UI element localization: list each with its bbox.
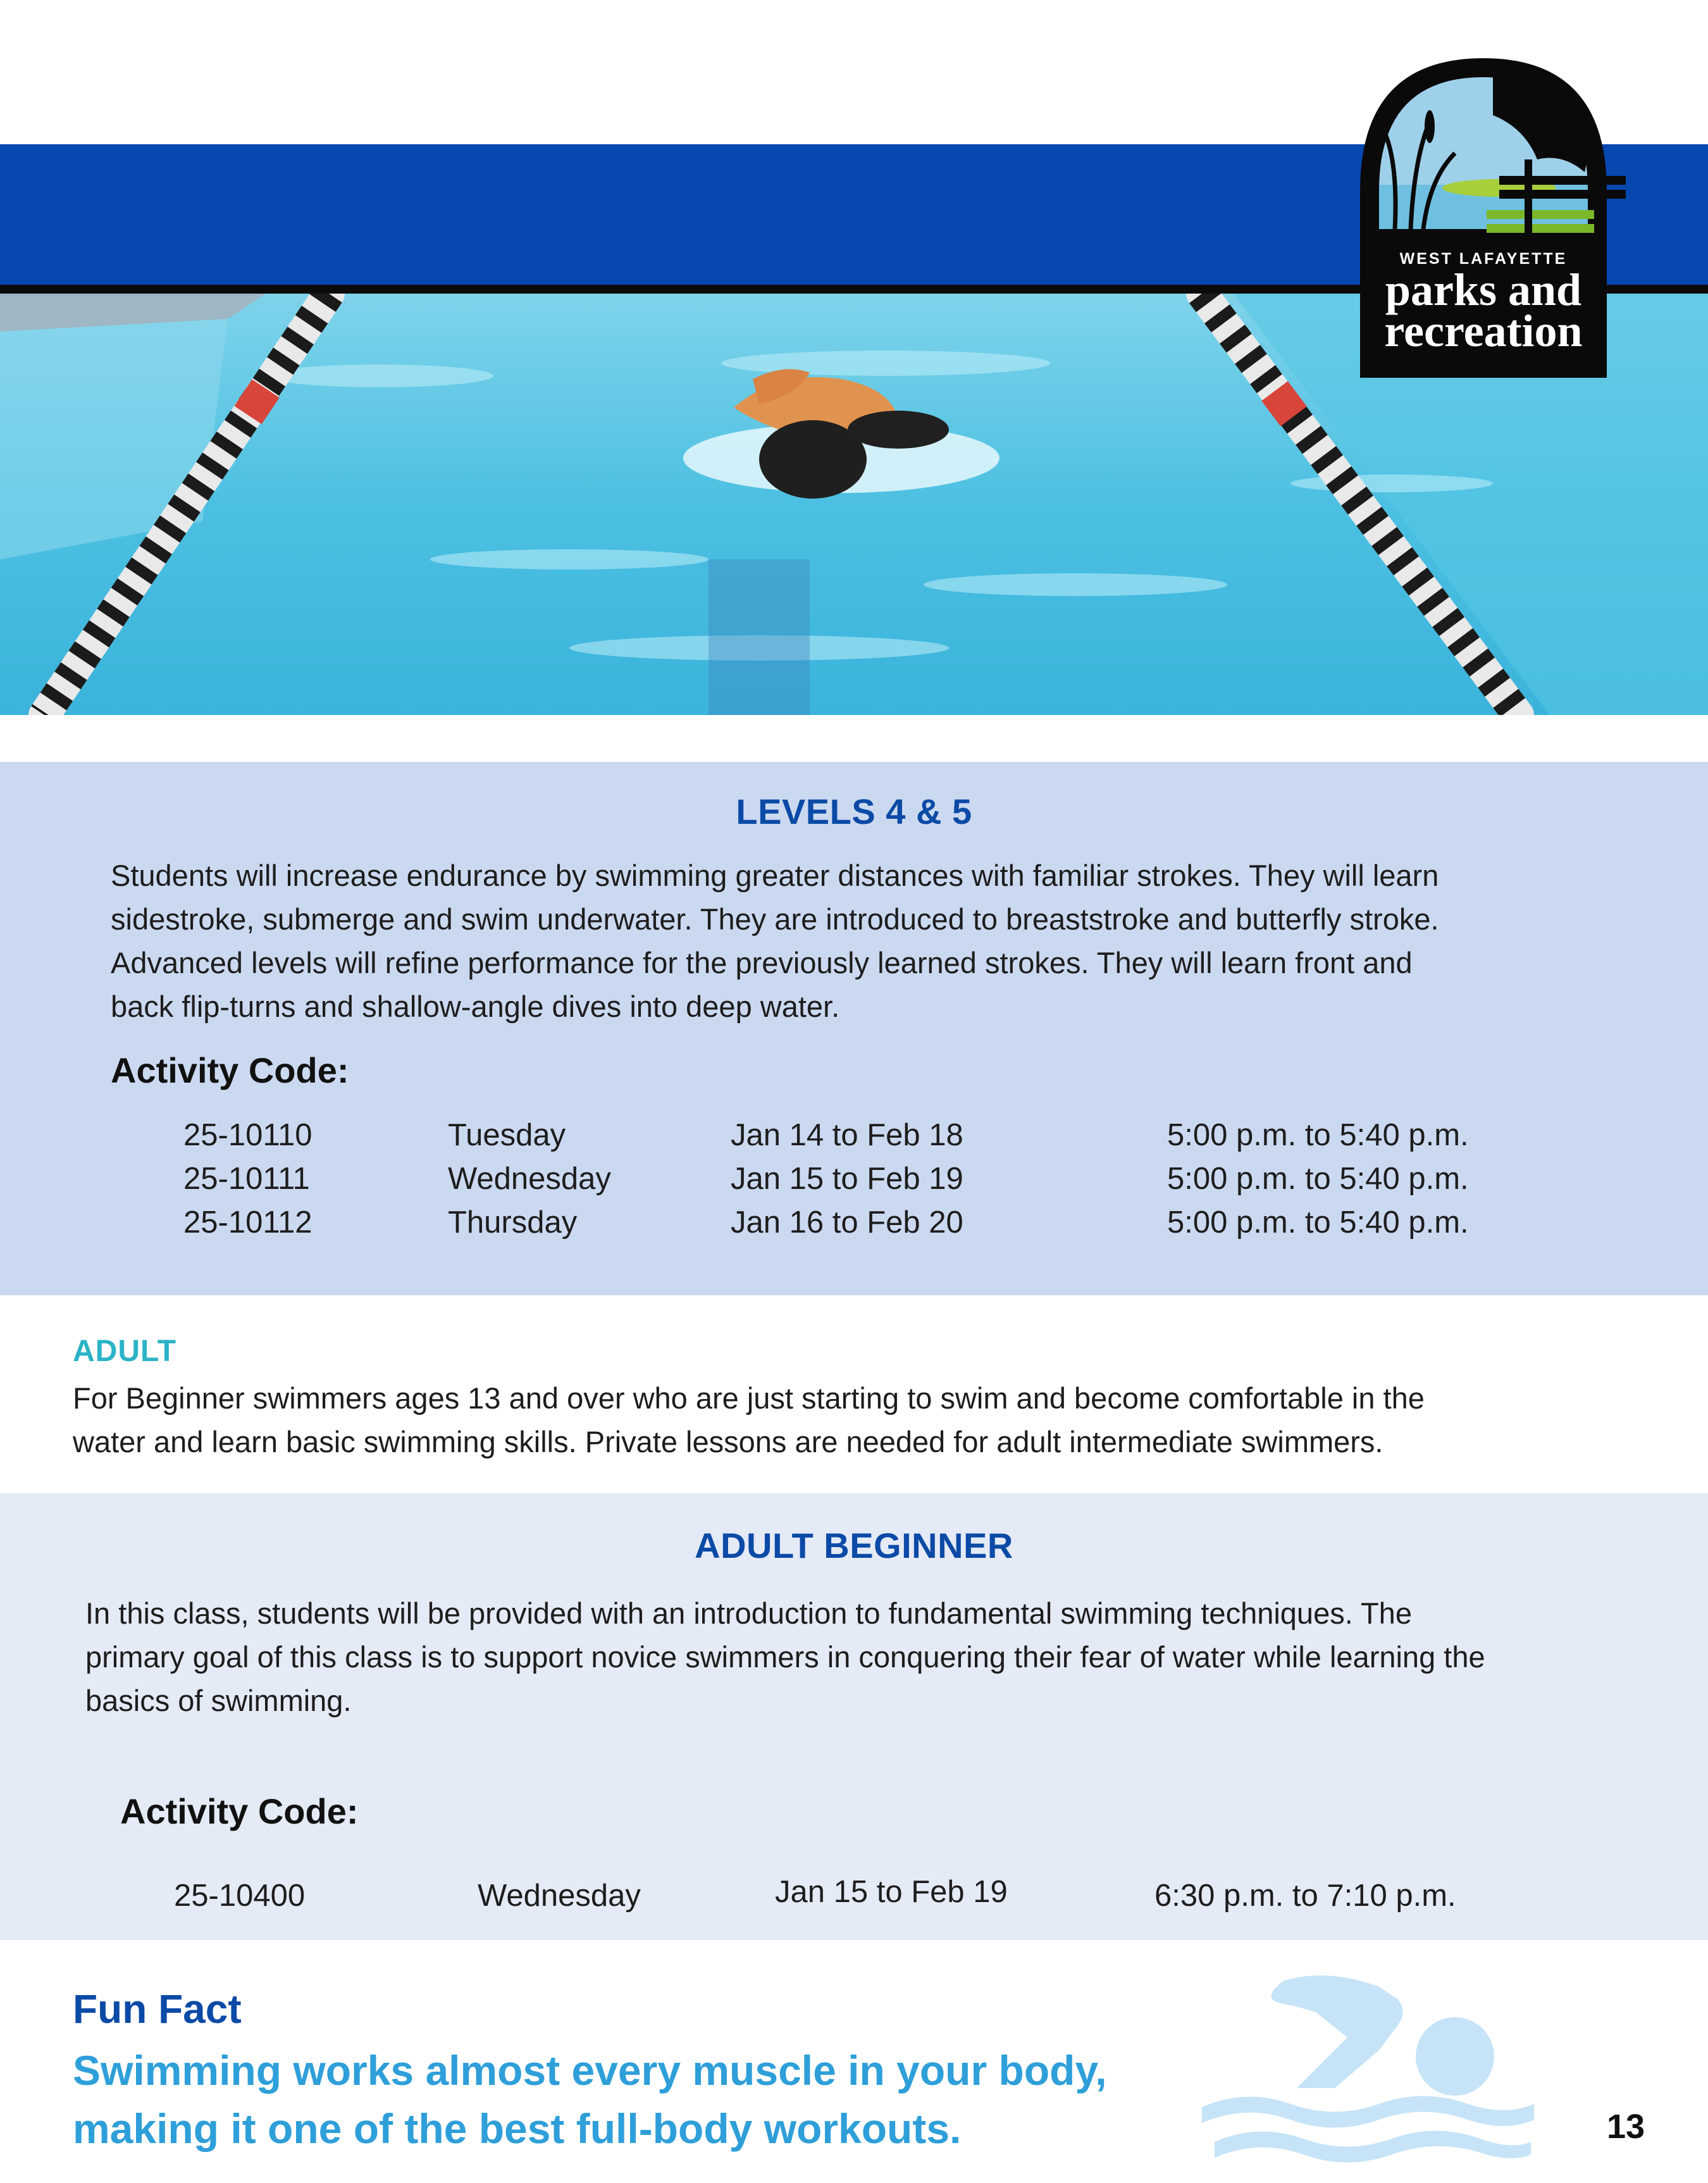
logo-line-3: recreation bbox=[1384, 306, 1583, 356]
levels-description-line: sidestroke, submerge and swim underwater. They are introduced to breaststroke and butterfly stroke. bbox=[111, 902, 1439, 936]
levels-title: LEVELS 4 & 5 bbox=[736, 792, 972, 831]
adult-beginner-title: ADULT BEGINNER bbox=[695, 1526, 1013, 1565]
activity-dates: Jan 15 to Feb 19 bbox=[731, 1162, 963, 1196]
adult-description-line: For Beginner swimmers ages 13 and over who are just starting to swim and become comfortable in the bbox=[73, 1381, 1425, 1415]
levels-description-line: Advanced levels will refine performance for the previously learned strokes. They will learn front and bbox=[111, 946, 1413, 980]
logo-line-1: WEST LAFAYETTE bbox=[1399, 250, 1568, 268]
logo-line-2: parks and bbox=[1385, 264, 1582, 315]
activity-dates: Jan 14 to Feb 18 bbox=[731, 1118, 963, 1152]
fun-fact-text bbox=[73, 2041, 1275, 2158]
levels-4-5-section bbox=[0, 762, 1708, 1295]
activity-time: 6:30 p.m. to 7:10 p.m. bbox=[1154, 1879, 1456, 1913]
activity-day: Tuesday bbox=[448, 1118, 566, 1152]
activity-code: 25-10110 bbox=[183, 1118, 313, 1152]
swimmer-icon bbox=[1189, 1962, 1544, 2164]
activity-code-label: Activity Code: bbox=[120, 1791, 359, 1831]
activity-dates: Jan 16 to Feb 20 bbox=[731, 1205, 963, 1240]
adult-beginner-description bbox=[85, 1591, 1654, 1722]
activity-day: Thursday bbox=[448, 1205, 578, 1240]
adult-beginner-section bbox=[0, 1493, 1708, 1940]
activity-time: 5:00 p.m. to 5:40 p.m. bbox=[1167, 1118, 1469, 1152]
adult-title: ADULT bbox=[73, 1334, 177, 1368]
adult-description-line: water and learn basic swimming skills. Private lessons are needed for adult intermediate swimmers. bbox=[73, 1425, 1383, 1458]
fun-fact-line: making it one of the best full-body workouts. bbox=[73, 2105, 962, 2152]
activity-code: 25-10400 bbox=[174, 1879, 306, 1913]
adult-beginner-description-line: In this class, students will be provided with an introduction to fundamental swimming techniques. The bbox=[85, 1596, 1412, 1630]
activity-dates: Jan 15 to Feb 19 bbox=[775, 1875, 1008, 1909]
activity-code: 25-10112 bbox=[183, 1205, 313, 1240]
levels-description-line: Students will increase endurance by swimming greater distances with familiar strokes. They will learn bbox=[111, 859, 1439, 892]
activity-day: Wednesday bbox=[448, 1162, 611, 1196]
activity-day: Wednesday bbox=[478, 1879, 641, 1913]
activity-time: 5:00 p.m. to 5:40 p.m. bbox=[1167, 1205, 1469, 1240]
schedule-row bbox=[0, 1117, 1708, 1161]
adult-beginner-description-line: primary goal of this class is to support novice swimmers in conquering their fear of water while learning the bbox=[85, 1640, 1485, 1674]
activity-code-label: Activity Code: bbox=[111, 1050, 349, 1090]
activity-code: 25-10111 bbox=[183, 1162, 310, 1196]
schedule-row bbox=[0, 1205, 1708, 1248]
levels-description bbox=[111, 854, 1642, 1028]
schedule-row bbox=[0, 1875, 1708, 1922]
activity-time: 5:00 p.m. to 5:40 p.m. bbox=[1167, 1162, 1469, 1196]
levels-description-line: back flip-turns and shallow-angle dives into deep water. bbox=[111, 990, 840, 1023]
page-number: 13 bbox=[1607, 2108, 1645, 2146]
adult-beginner-description-line: basics of swimming. bbox=[85, 1684, 352, 1717]
fun-fact-line: Swimming works almost every muscle in your body, bbox=[73, 2047, 1107, 2094]
adult-description bbox=[73, 1376, 1629, 1464]
schedule-row bbox=[0, 1161, 1708, 1205]
parks-and-recreation-logo bbox=[1335, 58, 1632, 378]
fun-fact-title: Fun Fact bbox=[73, 1986, 242, 2032]
